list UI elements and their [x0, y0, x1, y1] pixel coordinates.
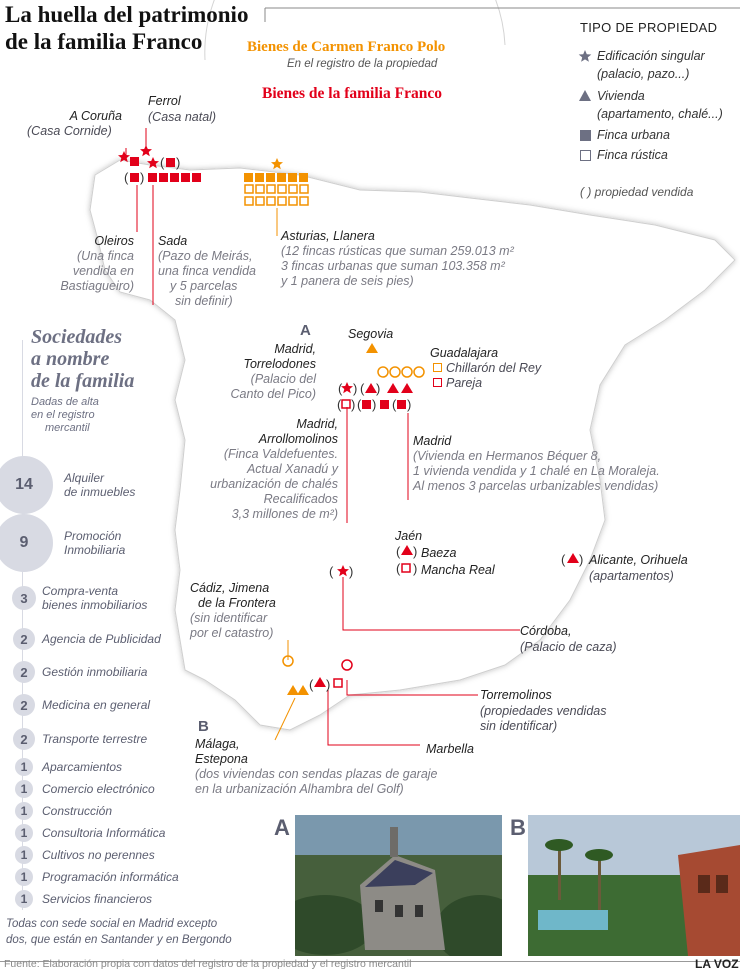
sociedad-count-bubble: 2 [13, 694, 35, 716]
label-arroyo-1: Madrid, [296, 417, 338, 431]
label-torre-1: Madrid, [274, 342, 316, 356]
label-madrid-3: Al menos 3 parcelas urbanizables vendidas) [413, 479, 659, 493]
sociedad-category-line2: bienes inmobiliarios [42, 598, 148, 612]
sociedad-category-line1: Promoción [64, 529, 122, 543]
label-coruna-name: A Coruña [69, 109, 122, 123]
sociedad-count-bubble: 1 [15, 780, 33, 798]
centro-symbols [332, 340, 432, 415]
label-arroyo-2: Arrollomolinos [258, 432, 338, 446]
label-sada [158, 234, 256, 309]
svg-text:(: ( [124, 170, 129, 185]
sociedad-count-bubble: 14 [0, 456, 53, 514]
label-alicante: Alicante, Orihuela [589, 553, 688, 567]
sociedad-category-label [42, 584, 147, 612]
sociedad-category-label [42, 892, 152, 906]
label-jaen: Jaén [395, 529, 423, 543]
label-malaga-2: Estepona [195, 752, 248, 766]
sociedad-count-bubble: 2 [13, 628, 35, 650]
sociedad-count-bubble: 1 [15, 868, 33, 886]
label-cadiz-2: de la Frontera [198, 596, 276, 610]
sociedad-category-label [42, 698, 150, 712]
sociedades-title-3: de la familia [31, 370, 135, 392]
svg-text:): ) [413, 544, 418, 559]
sociedad-category-line2: de inmuebles [64, 485, 136, 499]
label-arroyo-4: Actual Xanadú y [246, 462, 338, 476]
svg-text:): ) [353, 381, 358, 396]
svg-text:(: ( [160, 155, 165, 170]
svg-text:(: ( [392, 397, 397, 412]
label-arroyomolinos [190, 417, 338, 522]
svg-text:): ) [140, 170, 145, 185]
sociedad-category-label [42, 632, 161, 646]
label-asturias [281, 229, 514, 289]
sociedad-category-line1: Consultoria Informática [42, 826, 166, 840]
label-asturias-3: y 1 panera de seis pies) [281, 274, 414, 288]
svg-text:): ) [349, 564, 354, 579]
label-oleiros-name: Oleiros [94, 234, 134, 248]
label-oleiros [40, 234, 134, 294]
label-oleiros-3: Bastiagueiro) [60, 279, 134, 293]
svg-text:): ) [376, 381, 381, 396]
label-sada-2: una finca vendida [158, 264, 256, 278]
sociedad-category-label [42, 782, 155, 796]
label-arroyo-7: 3,3 millones de m²) [231, 507, 338, 521]
ferrol-star-icon [140, 145, 152, 156]
coruna-star-icon [118, 151, 130, 162]
chillaron-square-icon [433, 363, 442, 372]
label-malaga-3: (dos viviendas con sendas plazas de garaje [195, 767, 438, 781]
svg-text:(: ( [396, 561, 401, 576]
label-cadiz-1: Cádiz, Jimena [190, 581, 270, 595]
svg-text:): ) [413, 561, 418, 576]
legend-singular-1: Edificación singular [597, 49, 705, 63]
sociedad-category-label [64, 529, 125, 557]
sociedad-category-label [42, 848, 155, 862]
photo-a-marker: A [300, 322, 311, 339]
svg-text:): ) [579, 552, 584, 567]
photo-b-letter: B [510, 815, 526, 840]
sociedad-count-bubble: 1 [15, 802, 33, 820]
label-torre-4: Canto del Pico) [230, 387, 316, 401]
carmen-sublabel: En el registro de la propiedad [287, 58, 438, 70]
footer-source: Fuente: Elaboración propia con datos del registro de la propiedad y el registro mercantil [4, 958, 412, 970]
label-malaga-1: Málaga, [195, 737, 240, 751]
sociedad-category-line1: Aparcamientos [42, 760, 123, 774]
label-coruna-sub: (Casa Cornide) [27, 124, 112, 138]
sociedades-note-1: Todas con sede social en Madrid excepto [6, 918, 218, 930]
pareja-square-icon [433, 378, 442, 387]
sociedad-category-label [42, 804, 112, 818]
label-arroyo-5: urbanización de chalés [210, 477, 338, 491]
sociedad-count-bubble: 1 [15, 846, 33, 864]
label-arroyo-6: Recalificados [263, 492, 338, 506]
familia-label: Bienes de la familia Franco [262, 85, 442, 102]
carmen-label: Bienes de Carmen Franco Polo [247, 39, 446, 55]
label-cadiz-3: (sin identificar [190, 611, 268, 625]
photo-a-letter: A [274, 815, 290, 840]
svg-text:): ) [372, 397, 377, 412]
sociedades-title [31, 326, 134, 392]
sada-star-icon [147, 157, 159, 168]
svg-text:): ) [176, 155, 181, 170]
svg-text:(: ( [338, 381, 343, 396]
label-sada-4: sin definir) [175, 294, 233, 308]
label-coruna [62, 109, 122, 124]
label-mancha: Mancha Real [421, 563, 495, 577]
label-torremolinos-2: sin identificar) [480, 719, 558, 733]
sociedad-category-line1: Cultivos no perennes [42, 848, 155, 862]
label-chillaron: Chillarón del Rey [446, 361, 542, 375]
label-cordoba-sub: (Palacio de caza) [520, 640, 617, 654]
label-madrid-name: Madrid [413, 434, 452, 448]
label-asturias-1: (12 fincas rústicas que suman 259.013 m² [281, 244, 514, 258]
sociedad-category-line2: Inmobiliaria [64, 543, 126, 557]
label-guadalajara: Guadalajara [430, 346, 499, 360]
label-ferrol: Ferrol [148, 94, 181, 108]
label-torrelodones [230, 342, 316, 402]
svg-text:): ) [326, 677, 331, 692]
legend-vivienda-1: Vivienda [597, 89, 645, 103]
sociedades-sub-1: Dadas de alta [31, 396, 99, 408]
label-torre-2: Torrelodones [243, 357, 316, 371]
sociedades-sub-2: en el registro [31, 409, 95, 421]
sociedad-category-label [64, 471, 135, 499]
page-title: La huella del patrimonio de la familia Franco [5, 2, 249, 54]
galicia-symbols [118, 143, 218, 189]
legend-vendida: ( ) propiedad vendida [580, 185, 694, 199]
label-asturias-name: Asturias, Llanera [281, 229, 375, 243]
label-madrid-2: 1 vivienda vendida y 1 chalé en La Moraleja. [413, 464, 660, 478]
asturias-star-icon [271, 158, 283, 169]
sociedades-subtitle [31, 396, 99, 435]
sociedades-title-1: Sociedades [31, 326, 123, 348]
legend-vivienda-2: (apartamento, chalé...) [597, 107, 723, 121]
sociedad-category-line1: Agencia de Publicidad [42, 632, 161, 646]
label-torre-3: (Palacio del [250, 372, 316, 386]
label-madrid-1: (Vivienda en Hermanos Béquer 8, [413, 449, 602, 463]
photo-b-marker: B [198, 718, 209, 735]
sociedad-count-bubble: 1 [15, 758, 33, 776]
sociedad-category-line1: Transporte terrestre [42, 732, 148, 746]
svg-text:(: ( [561, 552, 566, 567]
svg-text:(: ( [357, 397, 362, 412]
sociedad-count-bubble: 1 [15, 824, 33, 842]
cordoba-symbol [328, 562, 358, 580]
svg-text:(: ( [329, 564, 334, 579]
sociedad-category-line1: Alquiler [64, 471, 105, 485]
sociedad-category-label [42, 665, 147, 679]
sociedad-count-bubble: 9 [0, 514, 53, 572]
svg-text:(: ( [396, 544, 401, 559]
legend-urbana: Finca urbana [597, 128, 670, 142]
svg-text:(: ( [360, 381, 365, 396]
label-torremolinos-1: (propiedades vendidas [480, 704, 607, 718]
sociedad-category-label [42, 826, 165, 840]
sociedad-category-line1: Servicios financieros [42, 892, 153, 906]
label-ferrol-sub: (Casa natal) [148, 110, 217, 124]
sociedad-category-label [42, 732, 147, 746]
photo-a-image [295, 815, 502, 956]
label-cordoba: Córdoba, [520, 624, 572, 638]
svg-text:): ) [351, 397, 356, 412]
label-alicante-sub: (apartamentos) [589, 569, 674, 583]
label-sada-name: Sada [158, 234, 188, 248]
sociedades-note-2: dos, que están en Santander y en Bergondo [6, 934, 232, 946]
label-oleiros-2: vendida en [72, 264, 134, 278]
sociedad-category-line1: Gestión inmobiliaria [42, 665, 148, 679]
sociedades-title-2: a nombre [31, 348, 110, 370]
sociedad-count-bubble: 2 [13, 728, 35, 750]
sociedad-category-line1: Comercio electrónico [42, 782, 155, 796]
photo-b-image [528, 815, 740, 956]
label-malaga [195, 737, 438, 797]
andalucia-symbols [280, 652, 360, 698]
svg-text:): ) [407, 397, 412, 412]
asturias-symbols [244, 156, 314, 210]
sociedad-category-line1: Medicina en general [42, 698, 151, 712]
legend-rustica: Finca rústica [597, 148, 668, 162]
svg-text:(: ( [337, 397, 342, 412]
label-asturias-2: 3 fincas urbanas que suman 103.358 m² [281, 259, 505, 273]
sociedad-category-line1: Compra-venta [42, 584, 119, 598]
label-oleiros-1: (Una finca [77, 249, 134, 263]
label-malaga-4: en la urbanización Alhambra del Golf) [195, 782, 404, 796]
legend-title: TIPO DE PROPIEDAD [580, 20, 718, 35]
label-pareja: Pareja [446, 376, 483, 390]
label-arroyo-3: (Finca Valdefuentes. [223, 447, 338, 461]
sociedad-category-label [42, 870, 179, 884]
sociedad-category-label [42, 760, 122, 774]
label-cadiz [190, 581, 276, 641]
label-baeza: Baeza [421, 546, 457, 560]
sociedad-count-bubble: 1 [15, 890, 33, 908]
legend-singular-2: (palacio, pazo...) [597, 67, 690, 81]
label-cadiz-4: por el catastro) [190, 626, 274, 640]
svg-text:(: ( [309, 677, 314, 692]
label-marbella: Marbella [426, 742, 474, 756]
sociedad-category-line1: Construcción [42, 804, 113, 818]
sociedades-sub-3: mercantil [45, 422, 90, 434]
label-torremolinos: Torremolinos [480, 688, 552, 702]
segovia-triangle-icon [366, 343, 378, 353]
footer-brand: LA VOZ [695, 957, 739, 971]
sociedad-category-line1: Programación informática [42, 870, 179, 884]
alicante-symbol [560, 550, 588, 568]
label-segovia: Segovia [348, 327, 394, 341]
label-madrid [413, 434, 660, 494]
label-sada-1: (Pazo de Meirás, [158, 249, 253, 263]
sociedad-count-bubble: 2 [13, 661, 35, 683]
sociedad-count-bubble: 3 [12, 586, 36, 610]
label-sada-3: y 5 parcelas [170, 279, 238, 293]
sociedades-note [6, 916, 232, 948]
